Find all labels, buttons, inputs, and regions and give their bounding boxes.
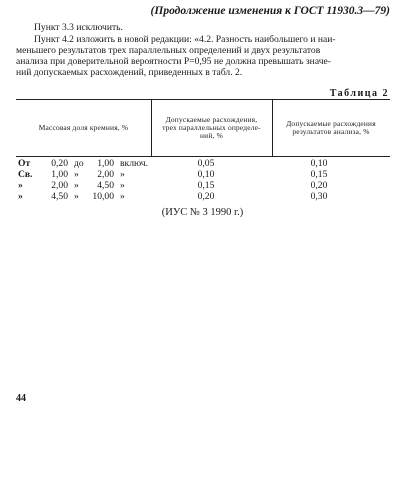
table-row: От 0,20 до 1,00 включ. 0,05 0,10 (18, 158, 328, 169)
footnote: (ИУС № 3 1990 г.) (161, 207, 244, 218)
paragraph-line: меньшего результатов трех параллельных определений и двух результатов (16, 45, 321, 56)
paragraph-3-3: Пункт 3.3 исключить. (34, 22, 123, 33)
table-body (16, 158, 390, 202)
table-header (16, 99, 390, 157)
page-number: 44 (16, 393, 26, 404)
paragraph-line: Пункт 4.2 изложить в новой редакции: «4.2. Разность наибольшего и наи- (34, 34, 336, 45)
header-silicon-fraction: Массовая доля кремния, % (38, 123, 129, 132)
table-row: » 4,50 » 10,00 » 0,20 0,30 (18, 191, 328, 202)
header-parallel-tolerance: Допускаемые расхождения, трех параллельных определе- ний, % (162, 115, 261, 141)
table-row: Св. 1,00 » 2,00 » 0,10 0,15 (18, 169, 328, 180)
document-header: (Продолжение изменения к ГОСТ 11930.3—79) (150, 5, 390, 17)
paragraph-line: анализа при доверительной вероятности P=0,95 не должна превышать значе- (16, 56, 331, 67)
paragraph-4-2 (16, 34, 390, 78)
table-caption: Таблица 2 (329, 88, 389, 99)
table-row: » 2,00 » 4,50 » 0,15 0,20 (18, 180, 328, 191)
paragraph-line: ний допускаемых расхождений, приведенных в табл. 2. (16, 67, 243, 78)
header-analysis-tolerance: Допускаемые расхождения результатов анализа, % (286, 119, 376, 137)
